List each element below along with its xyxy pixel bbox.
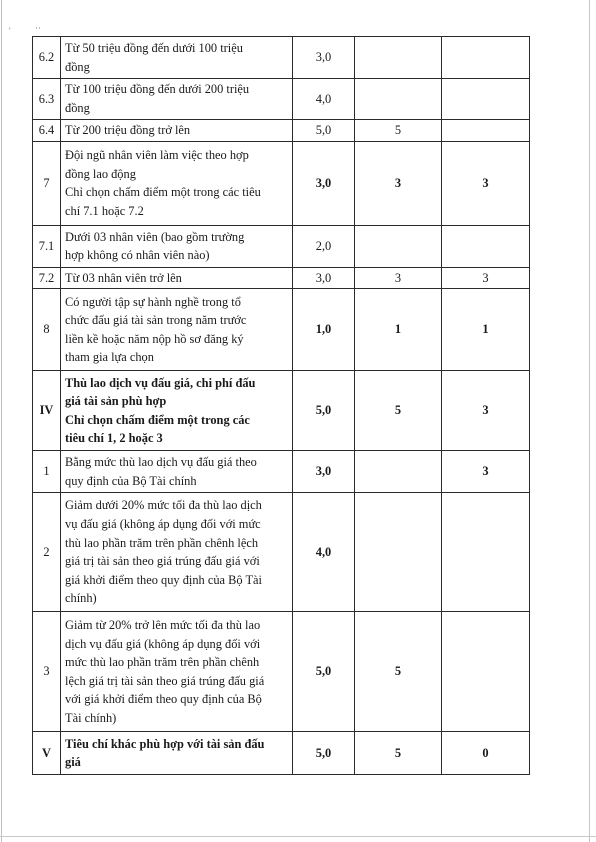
description-line: chí 7.1 hoặc 7.2 [65,203,144,218]
description-line: Giảm từ 20% trở lên mức tối đa thù lao [65,617,261,632]
max-score: 5,0 [293,612,355,732]
max-score: 3,0 [293,451,355,493]
self-score: 5 [355,120,442,142]
council-score [442,79,530,120]
criterion-description [61,267,293,289]
criterion-description [61,120,293,142]
table-row [33,289,530,371]
criterion-description [61,732,293,775]
council-score [442,225,530,267]
page-edge-right [589,0,590,842]
description-line: hợp không có nhân viên nào) [65,248,210,263]
criterion-description [61,225,293,267]
table-row [33,120,530,142]
description-line: liền kề hoặc năm nộp hồ sơ đăng ký [65,331,244,346]
description-line: đồng lao động [65,166,136,181]
description-line: thù lao phần trăm trên phần chênh lệch [65,535,259,550]
criterion-number: 3 [33,612,61,732]
description-line: Dưới 03 nhân viên (bao gồm trường [65,229,245,244]
description-line: đồng [65,59,90,74]
description-line: Chỉ chọn chấm điểm một trong các tiêu [65,185,261,200]
table-row [33,37,530,79]
self-score: 5 [355,732,442,775]
description-line: tham gia lựa chọn [65,350,154,365]
description-line: giá khởi điểm theo quy định của Bộ Tài [65,572,262,587]
table-row [33,612,530,732]
criterion-number: 6.2 [33,37,61,79]
criterion-number: 6.4 [33,120,61,142]
table-row [33,225,530,267]
description-line: đồng [65,101,90,115]
self-score: 5 [355,371,442,451]
criterion-description [61,37,293,79]
table-row [33,141,530,225]
self-score [355,79,442,120]
criterion-description [61,289,293,371]
council-score: 3 [442,371,530,451]
criterion-description [61,371,293,451]
table-row [33,732,530,775]
description-line: Có người tập sự hành nghề trong tổ [65,294,241,309]
table-row [33,79,530,120]
criterion-number: 2 [33,493,61,612]
criterion-number: 8 [33,289,61,371]
criterion-description [61,79,293,120]
description-line: giá [65,755,81,770]
description-line: với giá khởi điểm theo quy định của Bộ [65,692,262,707]
table-row [33,451,530,493]
page-edge-left [1,0,2,842]
table-row [33,493,530,612]
criterion-description [61,451,293,493]
scoring-table-body [33,37,530,775]
description-line: mức thù lao phần trăm trên phần chênh [65,655,260,670]
max-score: 5,0 [293,371,355,451]
max-score: 4,0 [293,79,355,120]
table-row [33,371,530,451]
scan-speck: ·· [35,23,41,33]
description-line: Chỉ chọn chấm điểm một trong các [65,412,250,427]
max-score: 1,0 [293,289,355,371]
description-line: chính) [65,591,97,606]
max-score: 2,0 [293,225,355,267]
criterion-number: 7.1 [33,225,61,267]
scan-speck: ' [9,26,11,36]
description-line: chức đấu giá tài sản trong năm trước [65,313,247,328]
max-score: 5,0 [293,120,355,142]
self-score: 1 [355,289,442,371]
criterion-number: 6.3 [33,79,61,120]
description-line: Từ 50 triệu đồng đến dưới 100 triệu [65,40,243,55]
max-score: 5,0 [293,732,355,775]
description-line: Tiêu chí khác phù hợp với tài sản đấu [65,736,265,751]
criterion-number: 7 [33,141,61,225]
self-score [355,451,442,493]
description-line: vụ đấu giá (không áp dụng đối với mức [65,517,261,531]
description-line: lệch giá trị tài sản theo giá trúng đấu giá [65,673,265,688]
criterion-number: IV [33,371,61,451]
max-score: 4,0 [293,493,355,612]
description-line: quy định của Bộ Tài chính [65,473,197,488]
description-line: Thù lao dịch vụ đấu giá, chi phí đấu [65,375,256,390]
self-score [355,493,442,612]
council-score: 1 [442,289,530,371]
self-score [355,225,442,267]
max-score: 3,0 [293,267,355,289]
self-score: 3 [355,141,442,225]
self-score: 5 [355,612,442,732]
max-score: 3,0 [293,141,355,225]
council-score [442,37,530,79]
description-line: Đội ngũ nhân viên làm việc theo hợp [65,147,249,162]
description-line: Từ 03 nhân viên trở lên [65,270,182,285]
scoring-table [32,36,530,775]
description-line: tiêu chí 1, 2 hoặc 3 [65,431,163,446]
council-score [442,493,530,612]
council-score [442,612,530,732]
criterion-number: 1 [33,451,61,493]
page-edge-bottom [0,836,596,837]
description-line: Giảm dưới 20% mức tối đa thù lao dịch [65,498,262,513]
criterion-description [61,612,293,732]
description-line: giá trị tài sản theo giá trúng đấu giá với [65,554,260,569]
self-score [355,37,442,79]
council-score: 3 [442,141,530,225]
council-score [442,120,530,142]
description-line: Tài chính) [65,710,117,725]
description-line: Từ 100 triệu đồng đến dưới 200 triệu [65,82,250,97]
criterion-number: 7.2 [33,267,61,289]
council-score: 3 [442,267,530,289]
criterion-description [61,141,293,225]
criterion-description [61,493,293,612]
council-score: 3 [442,451,530,493]
self-score: 3 [355,267,442,289]
max-score: 3,0 [293,37,355,79]
description-line: dịch vụ đấu giá (không áp dụng đối với [65,636,261,651]
criterion-number: V [33,732,61,775]
table-row [33,267,530,289]
description-line: Bằng mức thù lao dịch vụ đấu giá theo [65,455,257,470]
description-line: giá tài sản phù hợp [65,394,167,409]
council-score: 0 [442,732,530,775]
description-line: Từ 200 triệu đồng trở lên [65,123,191,137]
